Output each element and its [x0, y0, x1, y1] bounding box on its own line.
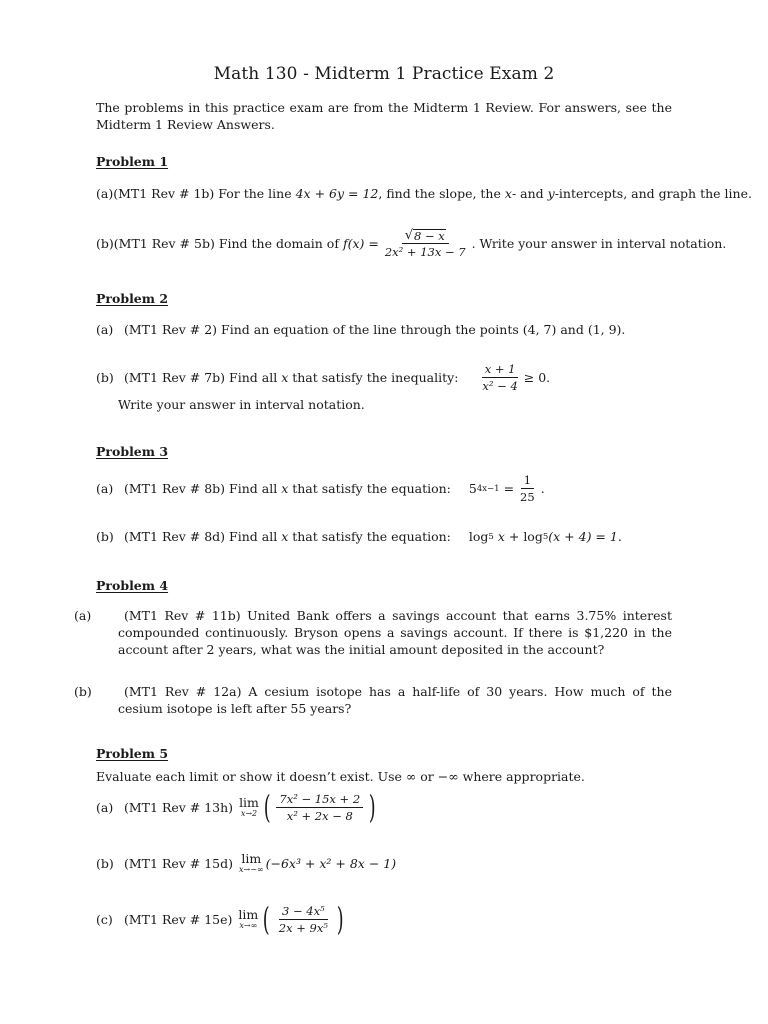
- exponential-base: 5: [468, 481, 477, 496]
- function-lhs: f(x) =: [342, 236, 379, 251]
- problem-3b: (b) (MT1 Rev # 8d) Find all x that satisfy the equation: log 5 x + log 5 (x + 4) = 1.: [96, 529, 622, 544]
- part-text: Find all: [229, 370, 278, 385]
- part-text: (MT1 Rev # 12a) A cesium isotope has a half-life of 30 years. How much of the cesium isotope is left after 55 years?: [118, 684, 672, 716]
- reference: (MT1 Rev # 8d): [124, 529, 226, 544]
- fraction-numerator: 7x² − 15x + 2: [276, 792, 363, 808]
- log-function: log: [468, 529, 489, 544]
- page-title: Math 130 - Midterm 1 Practice Exam 2: [213, 64, 555, 84]
- limit-operator: [239, 852, 264, 874]
- fraction-numerator: 3 − 4x⁵: [279, 904, 328, 920]
- part-label: (c): [96, 911, 113, 927]
- problem-5-heading: Problem 5: [96, 746, 169, 761]
- domain-fraction: [382, 228, 469, 259]
- line-equation: 4x + 6y = 12: [295, 186, 379, 201]
- limit-fraction: [276, 792, 363, 823]
- lim-text: lim: [239, 795, 259, 810]
- part-text: Find an equation of the line through the points (4, 7) and (1, 9).: [221, 322, 626, 337]
- problem-5c: [96, 900, 672, 938]
- fraction-numerator: x + 1: [482, 362, 519, 378]
- part-text: ≥ 0.: [523, 370, 551, 385]
- limit-subscript: x→−∞: [239, 865, 264, 874]
- sqrt-icon: √: [404, 228, 413, 243]
- part-text: -intercepts, and graph the line.: [554, 186, 752, 201]
- limit-subscript: x→∞: [239, 921, 258, 930]
- part-label: (a): [74, 608, 92, 623]
- part-text: Find all: [229, 529, 278, 544]
- part-label: (b): [96, 370, 114, 385]
- part-label: (a): [96, 799, 114, 815]
- reference: (MT1 Rev # 8b): [124, 481, 226, 496]
- variable-x: x: [281, 529, 289, 544]
- part-text: For the line: [218, 186, 292, 201]
- reference: (MT1 Rev # 2): [124, 322, 218, 337]
- variable-y: y: [547, 186, 555, 201]
- log-argument: (x + 4) = 1.: [548, 529, 622, 544]
- fraction-denominator: 2x² + 13x − 7: [384, 245, 466, 259]
- right-paren-icon: ): [336, 900, 344, 938]
- problem-3a: (a) (MT1 Rev # 8b) Find all x that satisfy the equation: 5 4x−1 = $\frac{1}{25}$ .: [96, 473, 545, 504]
- fraction-denominator: 2x + 9x⁵: [278, 920, 328, 935]
- inequality-fraction: [479, 362, 520, 393]
- variable-x: x: [504, 186, 512, 201]
- problem-1-heading: Problem 1: [96, 154, 169, 169]
- fraction-numerator: 1: [521, 473, 534, 489]
- problem-5-instructions: Evaluate each limit or show it doesn’t exist. Use ∞ or −∞ where appropriate.: [96, 769, 585, 784]
- part-label: (a): [96, 186, 114, 201]
- problem-5a: [96, 788, 672, 826]
- left-paren-icon: (: [263, 900, 270, 938]
- part-text: that satisfy the inequality:: [292, 370, 459, 385]
- equals-sign: =: [503, 481, 515, 496]
- variable-x: x: [281, 481, 289, 496]
- intro-paragraph: The problems in this practice exam are from the Midterm 1 Review. For answers, see the Midterm 1 Review Answers.: [96, 100, 672, 132]
- problem-3-heading: Problem 3: [96, 444, 169, 459]
- fraction-denominator: x² − 4: [482, 379, 518, 393]
- equation-fraction: [517, 473, 538, 504]
- log-argument: x +: [497, 529, 520, 544]
- problem-4-heading: Problem 4: [96, 578, 169, 593]
- part-text: that satisfy the equation:: [292, 529, 451, 544]
- part-text: - and: [511, 186, 544, 201]
- lim-text: lim: [238, 907, 259, 922]
- limit-subscript: x→2: [240, 809, 258, 818]
- reference: (MT1 Rev # 15d): [124, 855, 234, 871]
- fraction-denominator: 25: [520, 490, 535, 504]
- part-label: (b): [96, 855, 114, 871]
- problem-1a: [96, 186, 752, 201]
- period: .: [540, 481, 545, 496]
- reference: (MT1 Rev # 1b): [113, 186, 215, 201]
- problem-1b: [96, 228, 727, 259]
- part-text: Find all: [229, 481, 278, 496]
- problem-2a: [96, 322, 672, 337]
- reference: (MT1 Rev # 5b): [113, 236, 215, 251]
- part-label: (a): [96, 322, 114, 337]
- left-paren-icon: (: [263, 788, 271, 826]
- part-label: (b): [96, 529, 114, 544]
- reference: (MT1 Rev # 7b): [124, 370, 226, 385]
- problem-4a: [74, 607, 672, 658]
- limit-expression: (−6x³ + x² + 8x − 1): [265, 855, 397, 871]
- part-text: Find the domain of: [218, 236, 339, 251]
- limit-operator: [238, 908, 258, 930]
- fraction-denominator: x² + 2x − 8: [286, 808, 353, 823]
- problem-4b: [74, 683, 672, 717]
- variable-x: x: [281, 370, 289, 385]
- reference: (MT1 Rev # 13h): [124, 799, 234, 815]
- part-text: (MT1 Rev # 11b) United Bank offers a savings account that earns 3.75% interest compounded continuously. Bryson opens a savings account. If there is $1,220 in the account after 2 years, what was the initial amount deposited in the account?: [118, 608, 672, 657]
- problem-2b: [96, 362, 672, 393]
- part-label: (a): [96, 481, 114, 496]
- limit-fraction: [276, 904, 331, 935]
- fraction-numerator: 8 − x: [413, 229, 445, 243]
- right-paren-icon: ): [368, 788, 376, 826]
- problem-2b-instruction: Write your answer in interval notation.: [118, 397, 365, 412]
- part-text: . Write your answer in interval notation.: [471, 236, 727, 251]
- problem-5b: [96, 852, 672, 874]
- reference: (MT1 Rev # 15e): [124, 911, 233, 927]
- part-text: , find the slope, the: [378, 186, 501, 201]
- part-text: that satisfy the equation:: [292, 481, 451, 496]
- part-label: (b): [96, 236, 114, 251]
- part-label: (b): [74, 684, 92, 699]
- limit-operator: [239, 796, 259, 818]
- lim-text: lim: [241, 851, 262, 866]
- log-function: log: [523, 529, 543, 544]
- problem-2-heading: Problem 2: [96, 291, 169, 306]
